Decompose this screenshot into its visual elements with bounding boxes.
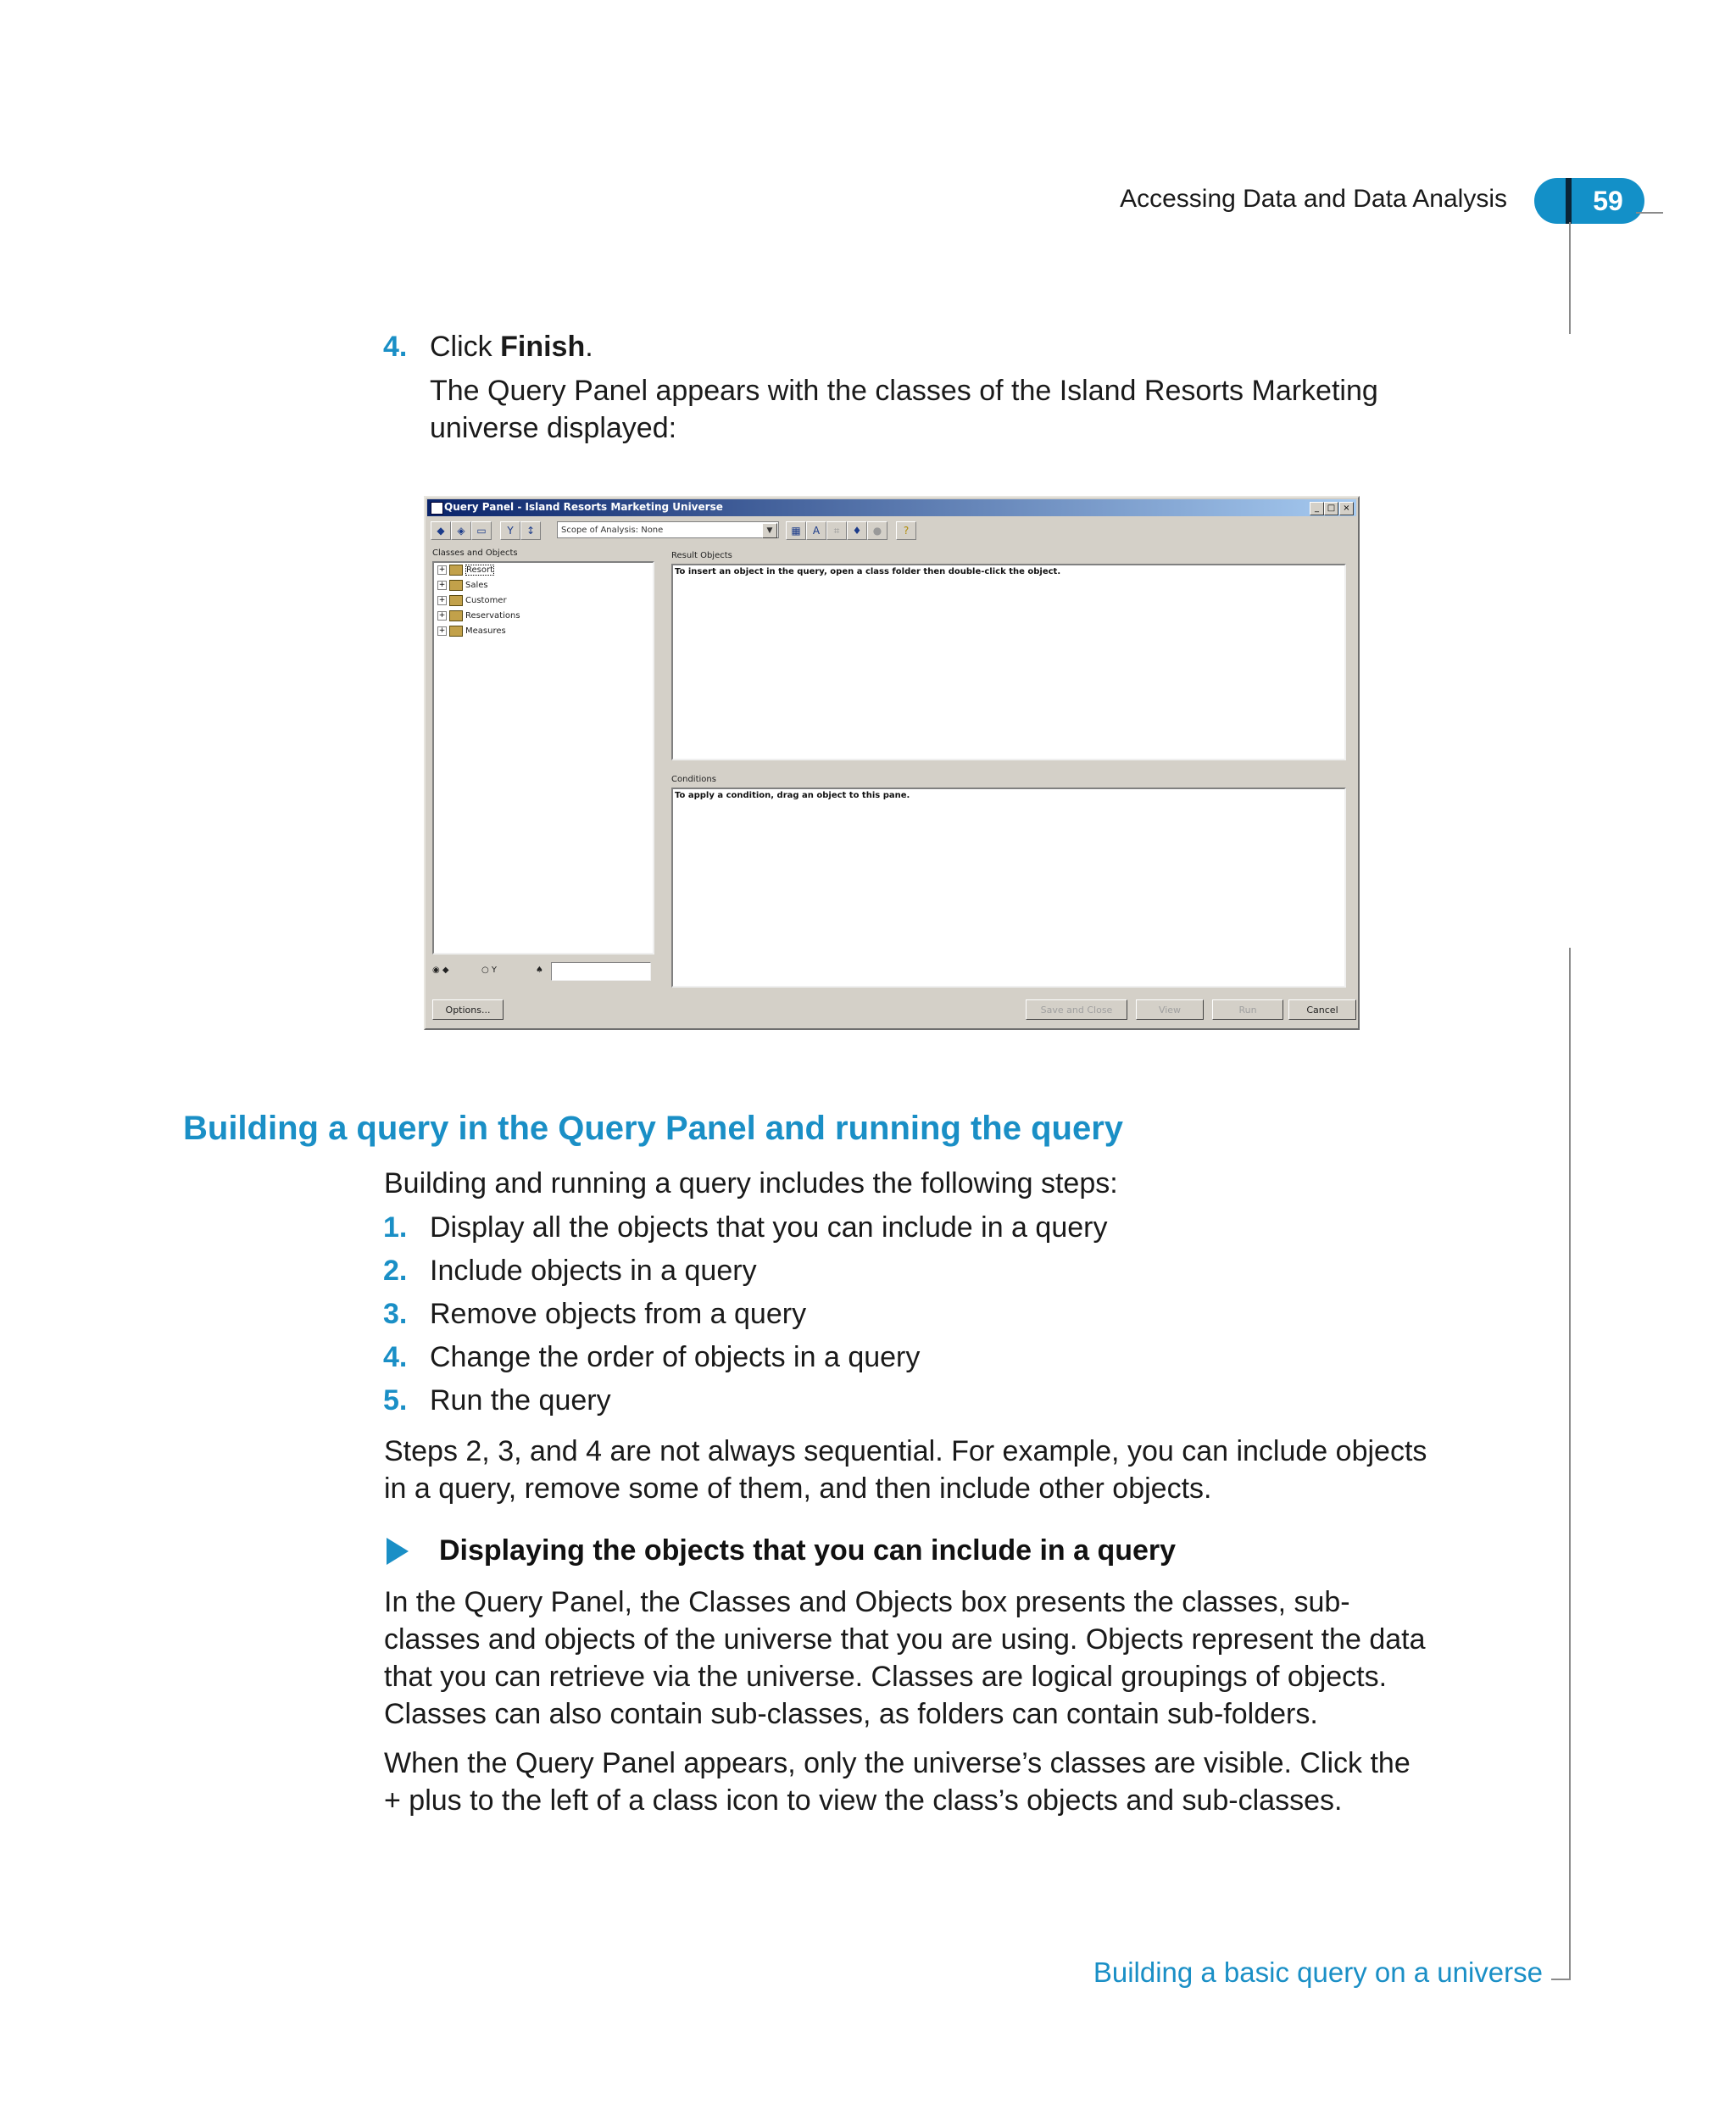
step-text: Display all the objects that you can include in a query [430,1211,1108,1244]
predefined-conditions-radio[interactable]: ○ Y [481,966,498,975]
header-rule [1636,212,1663,214]
classes-label: Classes and Objects [432,548,518,558]
result-objects-pane[interactable] [671,564,1346,760]
close-button[interactable]: × [1339,502,1354,515]
page-badge-bar [1566,178,1572,224]
class-folder-icon [449,610,463,621]
classes-view-radio[interactable]: ◉ ◆ [432,966,449,975]
step-text: Change the order of objects in a query [430,1341,921,1373]
expand-icon[interactable]: + [438,626,446,635]
result-objects-label: Result Objects [671,551,732,560]
conditions-hint: To apply a condition, drag an object to this pane. [675,791,910,800]
step-text: Run the query [430,1384,611,1417]
tree-item-reservations[interactable]: + Reservations [438,610,520,621]
query-panel-titlebar [427,499,1356,516]
procedure-heading: Displaying the objects that you can include in a query [439,1534,1177,1567]
find-input[interactable] [551,962,651,981]
conditions-label: Conditions [671,775,716,784]
step4-instruction: Click Finish. [430,331,593,363]
tree-item-sales[interactable]: + Sales [438,580,488,590]
tree-item-measures[interactable]: + Measures [438,626,506,636]
step-number: 1. [383,1211,408,1244]
procedure-arrow-icon [387,1538,409,1565]
tree-item-resort[interactable]: + Resort [438,565,494,575]
sort-az-icon[interactable]: A [806,521,826,540]
app-icon [431,502,443,515]
section-heading: Building a query in the Query Panel and running the query [183,1110,1124,1147]
maximize-button[interactable]: □ [1324,502,1338,515]
expand-icon[interactable]: + [438,595,446,604]
help-icon[interactable]: ? [896,521,916,540]
running-header: Accessing Data and Data Analysis [1120,185,1507,213]
save-and-close-button[interactable]: Save and Close [1026,999,1127,1020]
step-number: 3. [383,1298,408,1330]
paragraph-line: Classes can also contain sub-classes, as folders can contain sub-folders. [384,1698,1318,1730]
scope-value: Scope of Analysis: None [561,526,664,535]
stop-icon[interactable]: ● [867,521,887,540]
expand-icon[interactable]: + [438,565,446,574]
class-folder-icon [449,580,463,591]
top-margin-rule [1569,222,1571,334]
class-folder-icon [449,626,463,637]
expand-icon[interactable]: + [438,610,446,620]
binoculars-icon[interactable]: ♦ [847,521,867,540]
step4-result-line1: The Query Panel appears with the classes of the Island Resorts Marketing [430,375,1378,407]
database-icon[interactable]: ▦ [786,521,806,540]
class-folder-icon [449,595,463,606]
find-icon[interactable]: ♠ [536,966,543,975]
query-panel-window [424,496,1360,1030]
filter-icon[interactable]: Y [500,521,520,540]
footer-rule [1551,1979,1571,1980]
conditions-pane[interactable] [671,788,1346,988]
scope-of-analysis-select[interactable] [557,521,779,538]
section-intro: Building and running a query includes the following steps: [384,1167,1118,1200]
view-button[interactable]: View [1136,999,1204,1020]
step-text: Remove objects from a query [430,1298,807,1330]
note-line1: Steps 2, 3, and 4 are not always sequential. For example, you can include objects [384,1435,1427,1467]
step-number: 4. [383,1341,408,1373]
finish-keyword: Finish [500,331,586,363]
step-number: 2. [383,1255,408,1287]
window-icon[interactable]: ▭ [471,521,492,540]
classes-icon[interactable]: ◆ [431,521,451,540]
step-text: Include objects in a query [430,1255,757,1287]
query-panel-title: Query Panel - Island Resorts Marketing Universe [444,501,723,513]
sort-icon[interactable]: ↕ [520,521,541,540]
chevron-down-icon[interactable]: ▼ [762,523,777,538]
note-line2: in a query, remove some of them, and then include other objects. [384,1472,1212,1505]
expand-icon[interactable]: + [438,580,446,589]
paragraph-line: In the Query Panel, the Classes and Objects box presents the classes, sub- [384,1586,1350,1618]
classes-tree[interactable] [432,561,654,955]
paragraph-line: classes and objects of the universe that you are using. Objects represent the data [384,1623,1426,1656]
page-number: 59 [1593,186,1623,216]
sql-icon[interactable]: ⌗ [826,521,847,540]
paragraph-line: + plus to the left of a class icon to view the class’s objects and sub-classes. [384,1784,1343,1817]
operands-icon[interactable]: ◈ [451,521,471,540]
run-button[interactable]: Run [1212,999,1283,1020]
step4-number: 4. [383,331,408,363]
cancel-button[interactable]: Cancel [1288,999,1356,1020]
step4-result-line2: universe displayed: [430,412,677,444]
paragraph-line: When the Query Panel appears, only the universe’s classes are visible. Click the [384,1747,1410,1779]
bottom-margin-rule [1569,948,1571,1980]
options-button[interactable]: Options... [432,999,504,1020]
step-number: 5. [383,1384,408,1417]
class-folder-icon [449,565,463,576]
tree-item-customer[interactable]: + Customer [438,595,507,605]
paragraph-line: that you can retrieve via the universe. Classes are logical groupings of objects. [384,1661,1388,1693]
minimize-button[interactable]: _ [1310,502,1324,515]
running-footer: Building a basic query on a universe [1093,1956,1543,1988]
result-objects-hint: To insert an object in the query, open a class folder then double-click the object. [675,567,1061,576]
